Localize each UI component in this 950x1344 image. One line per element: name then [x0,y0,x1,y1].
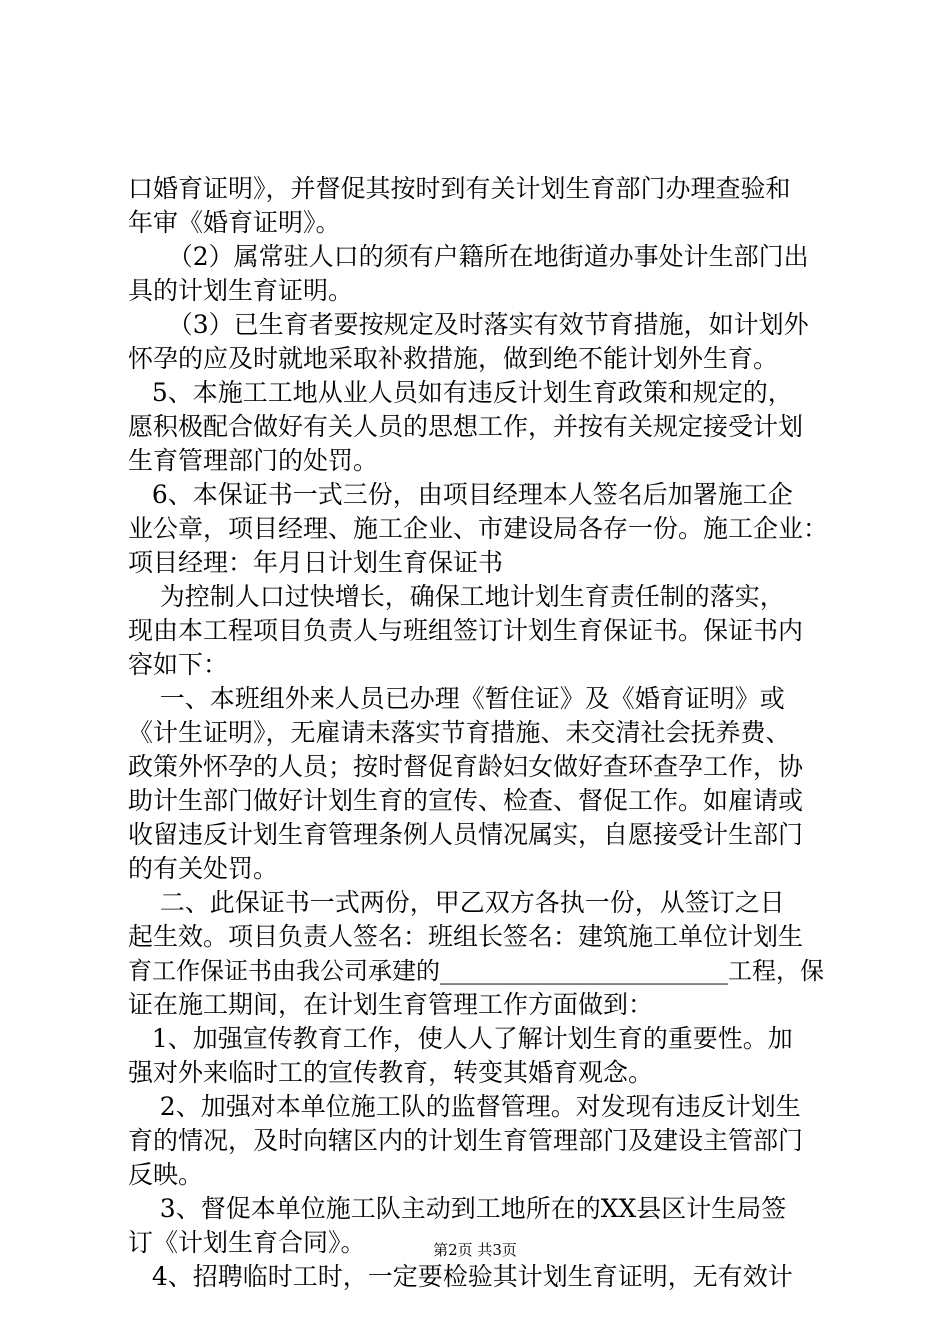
text-line: （3）已生育者要按规定及时落实有效节育措施，如计划外 [128,310,809,339]
text-line: 2、加强对本单位施工队的监督管理。对发现有违反计划生 [128,1092,801,1121]
text-line: 口婚育证明》，并督促其按时到有关计划生育部门办理查验和 [128,174,791,203]
text-line: 容如下： [128,650,229,679]
text-line: 一、本班组外来人员已办理《暂住证》及《婚育证明》或 [128,684,785,713]
text-line: 育工作保证书由我公司承建的________________________工程，保 [128,957,824,985]
text-line: 二、此保证书一式两份，甲乙双方各执一份，从签订之日 [128,888,785,917]
text-line: 怀孕的应及时就地采取补救措施，做到绝不能计划外生育。 [128,344,779,373]
text-line: 收留违反计划生育管理条例人员情况属实，自愿接受计生部门 [128,820,804,849]
text-line: 反映。 [128,1160,204,1189]
text-line: 1、加强宣传教育工作，使人人了解计划生育的重要性。加 [128,1024,793,1053]
text-line: 助计生部门做好计划生育的宣传、检查、督促工作。如雇请或 [128,786,804,815]
text-line: 现由本工程项目负责人与班组签订计划生育保证书。保证书内 [128,616,804,645]
document-body [128,172,828,1294]
text-line: 起生效。项目负责人签名：班组长签名：建筑施工单位计划生 [128,922,804,951]
text-line: 为控制人口过快增长，确保工地计划生育责任制的落实， [128,582,785,611]
text-line: 证在施工期间，在计划生育管理工作方面做到： [128,990,654,1019]
text-line: 订《计划生育合同》。 [128,1228,366,1257]
text-line: 具的计划生育证明。 [128,276,354,305]
text-line: 强对外来临时工的宣传教育，转变其婚育观念。 [128,1058,654,1087]
text-line: 项目经理：年月日计划生育保证书 [128,548,504,577]
page-number-footer: 第2页 共3页 [433,1241,517,1259]
text-line: 业公章，项目经理、施工企业、市建设局各存一份。施工企业： [128,514,829,543]
text-line: 6、本保证书一式三份，由项目经理本人签名后加署施工企 [128,480,793,509]
text-line: 愿积极配合做好有关人员的思想工作，并按有关规定接受计划 [128,412,804,441]
text-line: 生育管理部门的处罚。 [128,446,379,475]
text-line: 4、招聘临时工时，一定要检验其计划生育证明，无有效计 [128,1262,793,1291]
text-line: 政策外怀孕的人员；按时督促育龄妇女做好查环查孕工作，协 [128,752,804,781]
text-line: （2）属常驻人口的须有户籍所在地街道办事处计生部门出 [128,242,809,271]
text-line: 育的情况，及时向辖区内的计划生育管理部门及建设主管部门 [128,1126,804,1155]
text-line: 5、本施工工地从业人员如有违反计划生育政策和规定的， [128,378,793,407]
text-line: 的有关处罚。 [128,854,279,883]
text-line: 3、督促本单位施工队主动到工地所在的XX县区计生局签 [128,1194,787,1223]
text-line: 年审《婚育证明》。 [128,208,341,237]
text-line: 《计生证明》，无雇请未落实节育措施、未交清社会抚养费、 [128,718,791,747]
